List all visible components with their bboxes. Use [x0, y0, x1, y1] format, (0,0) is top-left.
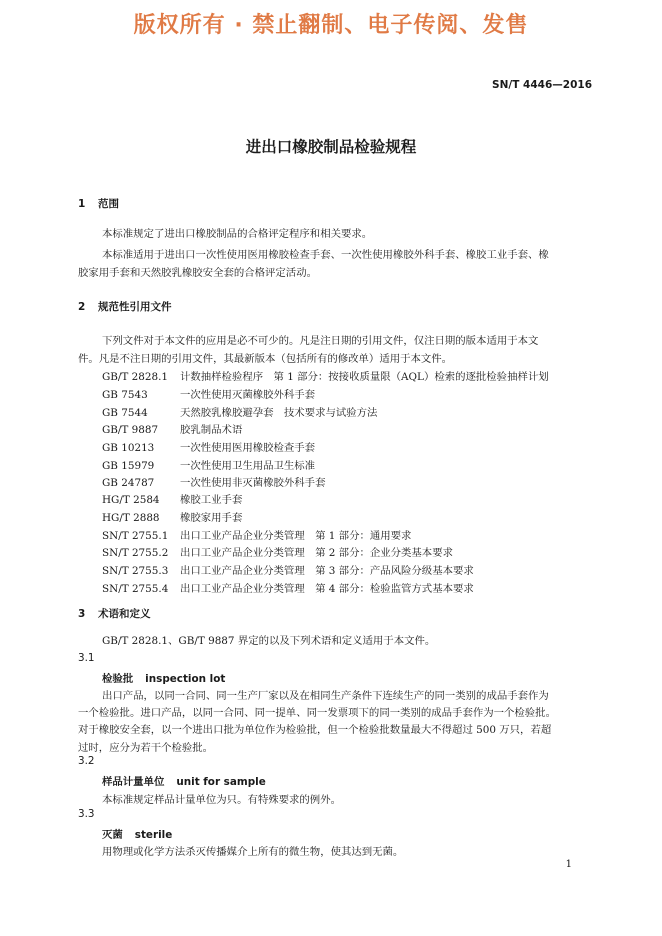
reference-item: [102, 474, 325, 489]
reference-item: [102, 368, 549, 383]
reference-item: [102, 527, 411, 542]
definition-line: 用物理或化学方法杀灭传播媒介上所有的微生物，使其达到无菌。: [102, 846, 404, 858]
reference-code: GB 7543: [102, 389, 148, 401]
standard-number: SN/T 4446—2016: [492, 79, 592, 91]
reference-item: [102, 439, 315, 454]
reference-title: 出口工业产品企业分类管理 第 1 部分：通用要求: [180, 530, 412, 542]
section-title: 术语和定义: [98, 608, 151, 620]
term-cn: 检验批: [102, 673, 134, 685]
watermark-banner: 版权所有 · 禁止翻制、电子传阅、发售: [133, 13, 529, 38]
reference-code: SN/T 2755.3: [102, 565, 169, 577]
definition-line: 对于橡胶安全套，以一个进出口批为单位作为检验批，但一个检验批数量最大不得超过 500 万只，若超: [78, 724, 552, 736]
section-title: 规范性引用文件: [98, 301, 172, 313]
reference-title: 一次性使用卫生用品卫生标准: [180, 460, 316, 472]
reference-item: [102, 509, 242, 524]
paragraph: 本标准适用于进出口一次性使用医用橡胶检查手套、一次性使用橡胶外科手套、橡胶工业手套、橡: [102, 249, 549, 261]
reference-item: [102, 580, 474, 595]
reference-item: [102, 421, 242, 436]
section-2-heading: [78, 299, 172, 314]
term-heading: [102, 826, 172, 841]
page-number: 1: [565, 859, 572, 870]
subsection-number: 3.3: [78, 808, 95, 820]
reference-code: HG/T 2888: [102, 512, 160, 524]
definition-line: 过时，应分为若干个检验批。: [78, 742, 214, 754]
reference-code: GB/T 2828.1: [102, 371, 169, 383]
reference-title: 天然胶乳橡胶避孕套 技术要求与试验方法: [180, 407, 378, 419]
reference-code: GB 24787: [102, 477, 155, 489]
reference-item: [102, 457, 315, 472]
term-en: sterile: [134, 829, 173, 841]
term-en: inspection lot: [145, 673, 226, 685]
paragraph: 胶家用手套和天然胶乳橡胶安全套的合格评定活动。: [78, 267, 317, 279]
reference-title: 胶乳制品术语: [180, 424, 243, 436]
section-number: 3: [78, 608, 86, 620]
reference-code: SN/T 2755.4: [102, 583, 169, 595]
term-cn: 样品计量单位: [102, 776, 165, 788]
reference-title: 计数抽样检验程序 第 1 部分：按接收质量限（AQL）检索的逐批检验抽样计划: [180, 371, 549, 383]
reference-item: [102, 562, 474, 577]
definition-line: 出口产品，以同一合同、同一生产厂家以及在相同生产条件下连续生产的同一类别的成品手套作为: [102, 690, 549, 702]
section-1-heading: [78, 196, 119, 211]
reference-title: 出口工业产品企业分类管理 第 4 部分：检验监管方式基本要求: [180, 583, 474, 595]
term-en: unit for sample: [176, 776, 266, 788]
reference-code: SN/T 2755.1: [102, 530, 169, 542]
section-number: 1: [78, 198, 86, 210]
reference-title: 橡胶家用手套: [180, 512, 243, 524]
reference-item: [102, 404, 377, 419]
reference-code: GB 15979: [102, 460, 155, 472]
reference-code: SN/T 2755.2: [102, 547, 169, 559]
section-title: 范围: [98, 198, 119, 210]
reference-code: GB/T 9887: [102, 424, 159, 436]
paragraph: 下列文件对于本文件的应用是必不可少的。凡是注日期的引用文件，仅注日期的版本适用于本文: [102, 335, 539, 347]
reference-title: 一次性使用非灭菌橡胶外科手套: [180, 477, 326, 489]
reference-code: HG/T 2584: [102, 494, 160, 506]
section-number: 2: [78, 301, 86, 313]
reference-item: [102, 544, 453, 559]
term-heading: [102, 670, 225, 685]
paragraph: 件。凡是不注日期的引用文件，其最新版本（包括所有的修改单）适用于本文件。: [78, 353, 453, 365]
reference-title: 出口工业产品企业分类管理 第 2 部分：企业分类基本要求: [180, 547, 453, 559]
reference-item: [102, 386, 315, 401]
document-title: 进出口橡胶制品检验规程: [245, 138, 417, 156]
reference-item: [102, 491, 242, 506]
reference-code: GB 7544: [102, 407, 148, 419]
subsection-number: 3.2: [78, 755, 95, 767]
reference-title: 一次性使用灭菌橡胶外科手套: [180, 389, 316, 401]
subsection-number: 3.1: [78, 652, 95, 664]
paragraph: 本标准规定了进出口橡胶制品的合格评定程序和相关要求。: [102, 228, 373, 240]
paragraph: GB/T 2828.1、GB/T 9887 界定的以及下列术语和定义适用于本文件。: [102, 635, 436, 647]
section-3-heading: [78, 606, 151, 621]
reference-title: 橡胶工业手套: [180, 494, 243, 506]
reference-code: GB 10213: [102, 442, 155, 454]
reference-title: 一次性使用医用橡胶检查手套: [180, 442, 316, 454]
definition-line: 本标准规定样品计量单位为只。有特殊要求的例外。: [102, 794, 341, 806]
term-cn: 灭菌: [102, 829, 123, 841]
term-heading: [102, 773, 266, 788]
reference-title: 出口工业产品企业分类管理 第 3 部分：产品风险分级基本要求: [180, 565, 474, 577]
definition-line: 一个检验批。进口产品，以同一合同、同一提单、同一发票项下的同一类别的成品手套作为一个检验批。: [78, 707, 556, 719]
